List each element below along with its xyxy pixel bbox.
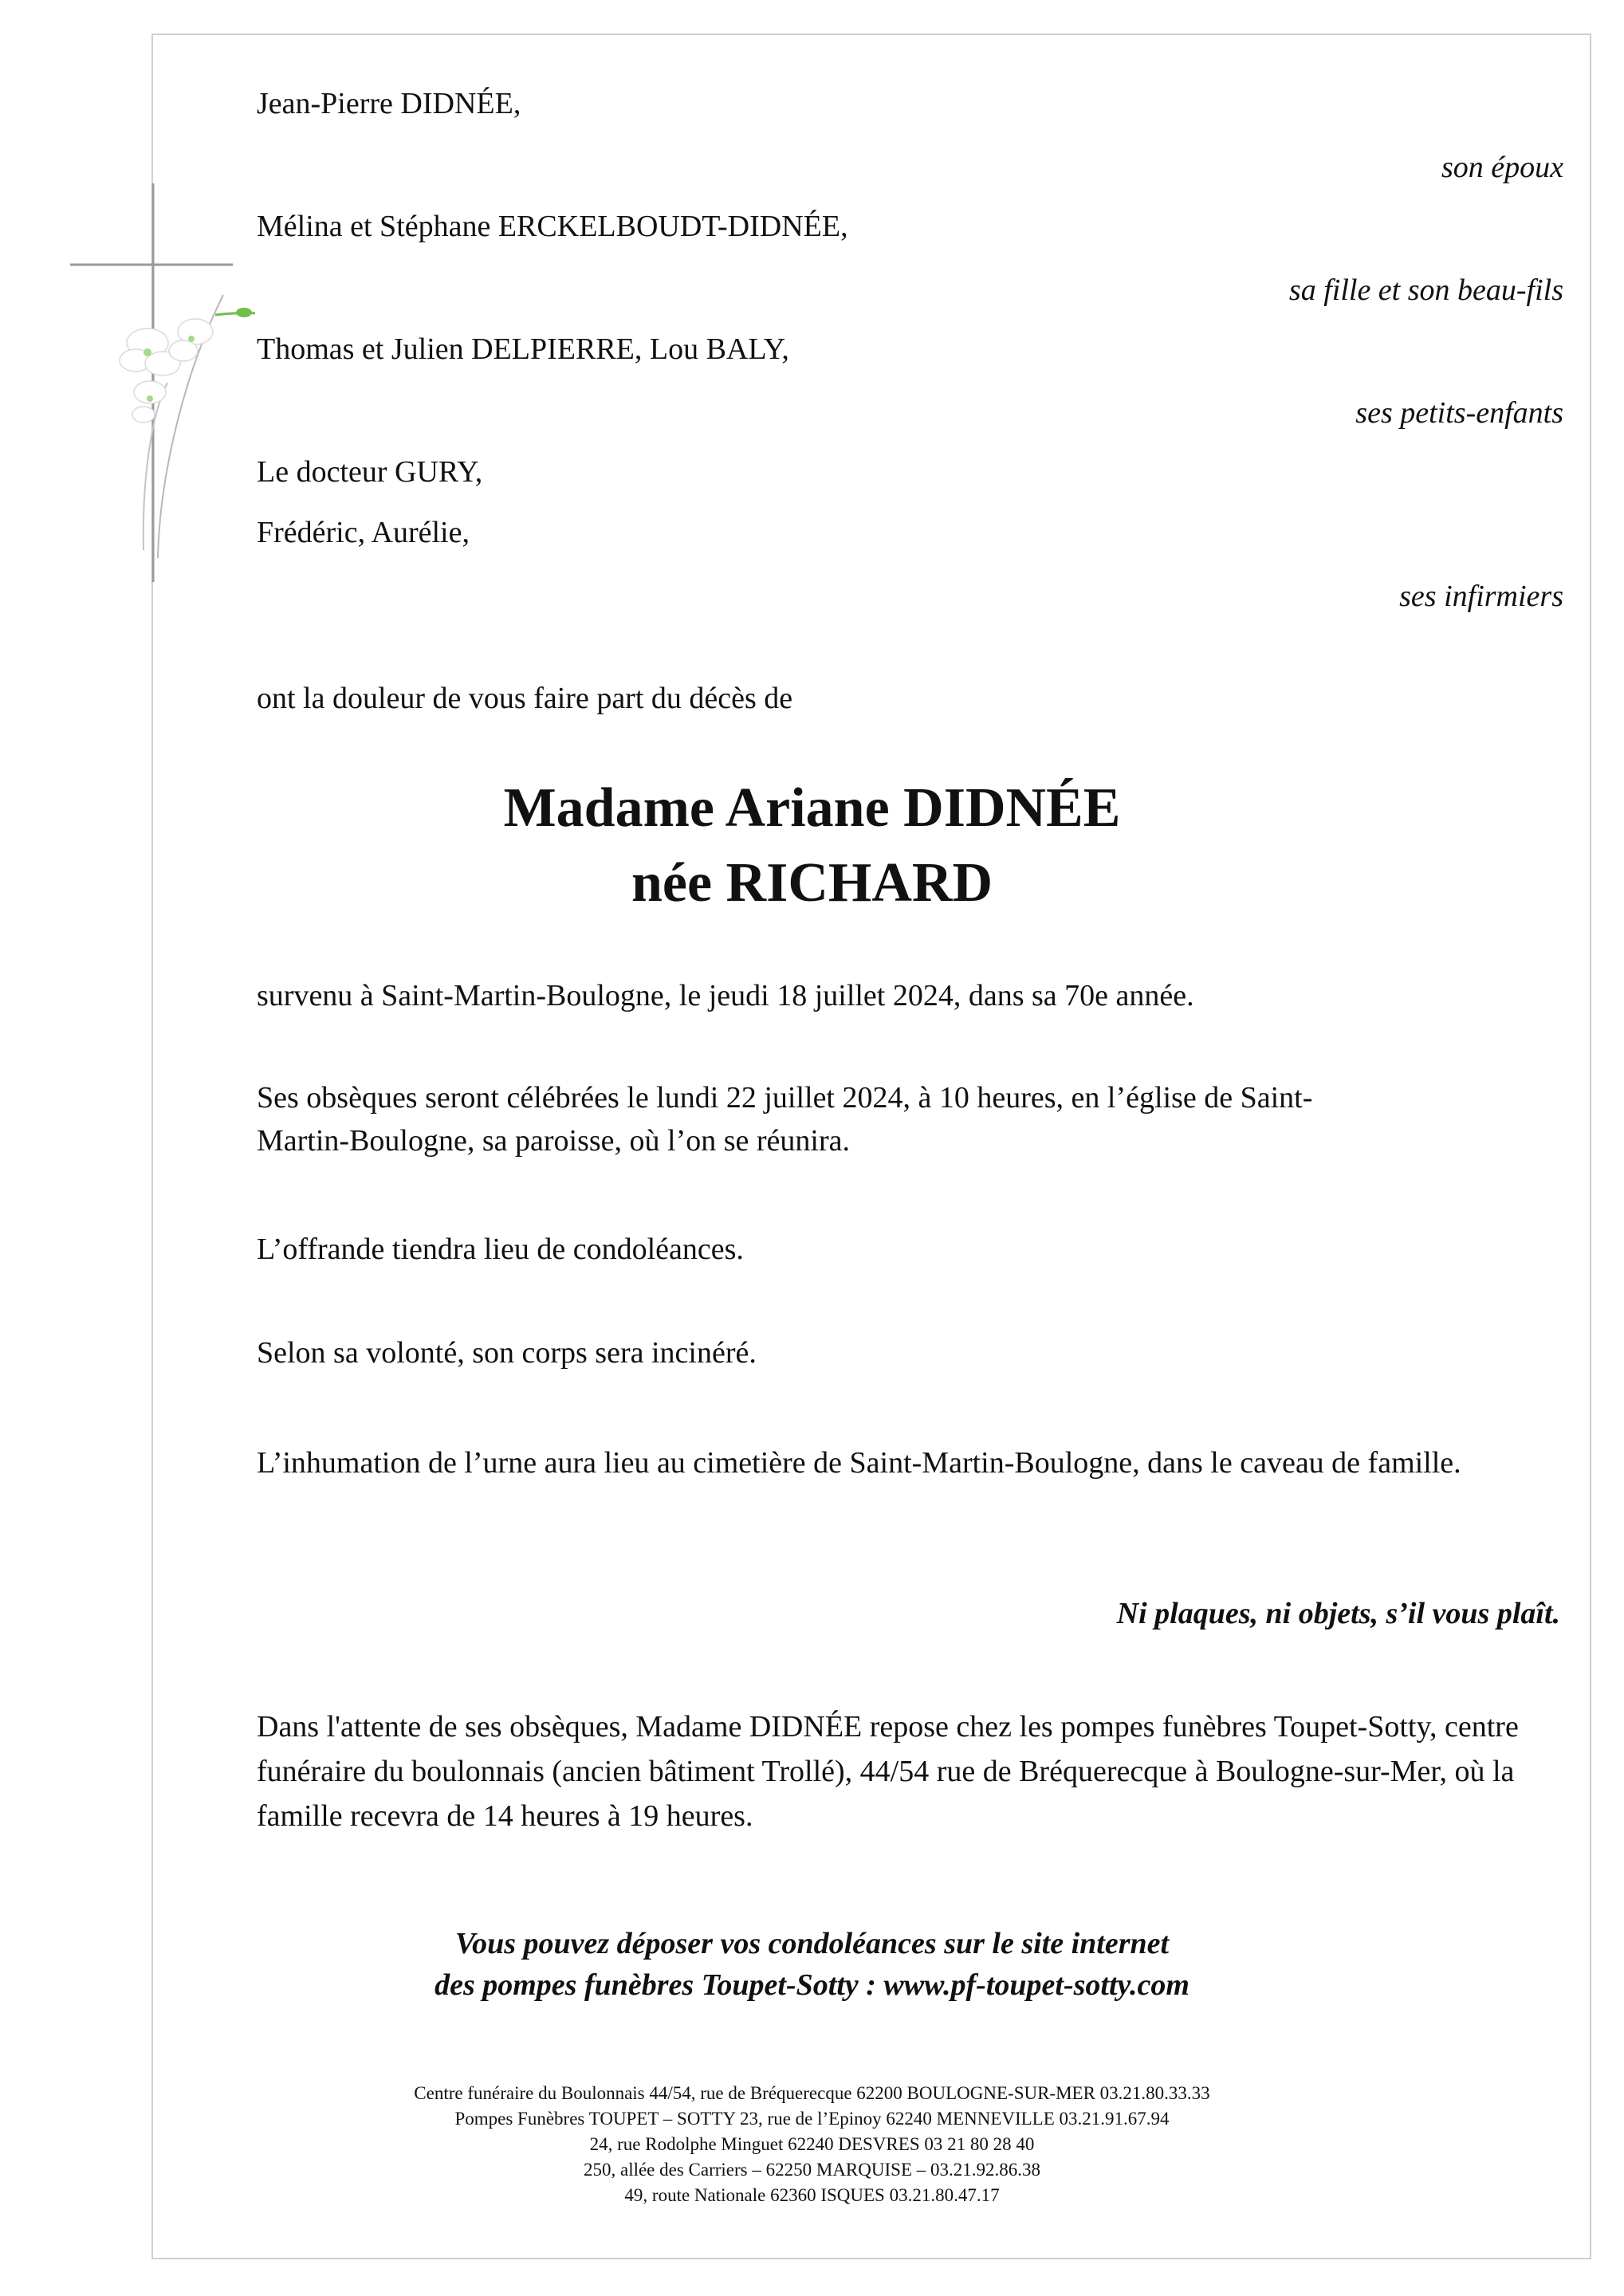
footer-line: 250, allée des Carriers – 62250 MARQUISE – 03.21.92.86.38 (583, 2160, 1040, 2180)
condolences-line-1: Vous pouvez déposer vos condoléances sur le site internet (454, 1927, 1170, 1960)
relation-nurses: ses infirmiers (1399, 580, 1563, 613)
relation-spouse: son époux (1441, 151, 1563, 184)
family-name-daughter: Mélina et Stéphane ERCKELBOUDT-DIDNÉE, (257, 210, 848, 243)
deceased-birth-name: née RICHARD (631, 852, 993, 914)
footer-addresses (0, 2081, 1624, 2208)
footer-line: 24, rue Rodolphe Minguet 62240 DESVRES 03 21 80 28 40 (589, 2134, 1035, 2154)
footer-line: Centre funéraire du Boulonnais 44/54, rue de Bréquerecque 62200 BOULOGNE-SUR-MER 03.21.80.33.33 (414, 2083, 1210, 2103)
family-name-spouse: Jean-Pierre DIDNÉE, (257, 87, 521, 120)
condolences-line-2: des pompes funèbres Toupet-Sotty : www.pf-toupet-sotty.com (435, 1968, 1189, 2002)
family-name-nurses: Frédéric, Aurélie, (257, 516, 470, 549)
relation-grandchildren: ses petits-enfants (1355, 396, 1563, 430)
funeral-paragraph: Ses obsèques seront célébrées le lundi 22 juillet 2024, à 10 heures, en l’église de Saint-Martin-Boulogne, sa paroisse, où l’on se réunira. (257, 1081, 1313, 1158)
announcement: ont la douleur de vous faire part du décès de (257, 682, 793, 715)
relation-daughter: sa fille et son beau-fils (1288, 273, 1563, 307)
footer-line: 49, route Nationale 62360 ISQUES 03.21.80.47.17 (624, 2185, 1000, 2205)
footer-line: Pompes Funèbres TOUPET – SOTTY 23, rue de l’Epinoy 62240 MENNEVILLE 03.21.91.67.94 (454, 2109, 1170, 2129)
cross-orchid-icon (64, 175, 255, 590)
family-name-doctor: Le docteur GURY, (257, 455, 483, 489)
resting-paragraph: Dans l'attente de ses obsèques, Madame DIDNÉE repose chez les pompes funèbres Toupet-Sotty, centre funéraire du boulonnais (ancien bâtiment Trollé), 44/54 rue de Bréquerecque à Boulogne-sur-Mer, où la famille recevra de 14 heures à 19 heures. (257, 1710, 1519, 1833)
offering-paragraph: L’offrande tiendra lieu de condoléances. (257, 1233, 744, 1266)
cremation-paragraph: Selon sa volonté, son corps sera incinéré. (257, 1336, 757, 1370)
no-plaques-notice: Ni plaques, ni objets, s’il vous plaît. (1116, 1597, 1560, 1630)
death-paragraph: survenu à Saint-Martin-Boulogne, le jeudi 18 juillet 2024, dans sa 70e année. (257, 979, 1194, 1012)
burial-paragraph: L’inhumation de l’urne aura lieu au cimetière de Saint-Martin-Boulogne, dans le caveau de famille. (257, 1446, 1461, 1480)
deceased-name: Madame Ariane DIDNÉE (503, 777, 1121, 839)
family-name-grandchildren: Thomas et Julien DELPIERRE, Lou BALY, (257, 332, 789, 366)
